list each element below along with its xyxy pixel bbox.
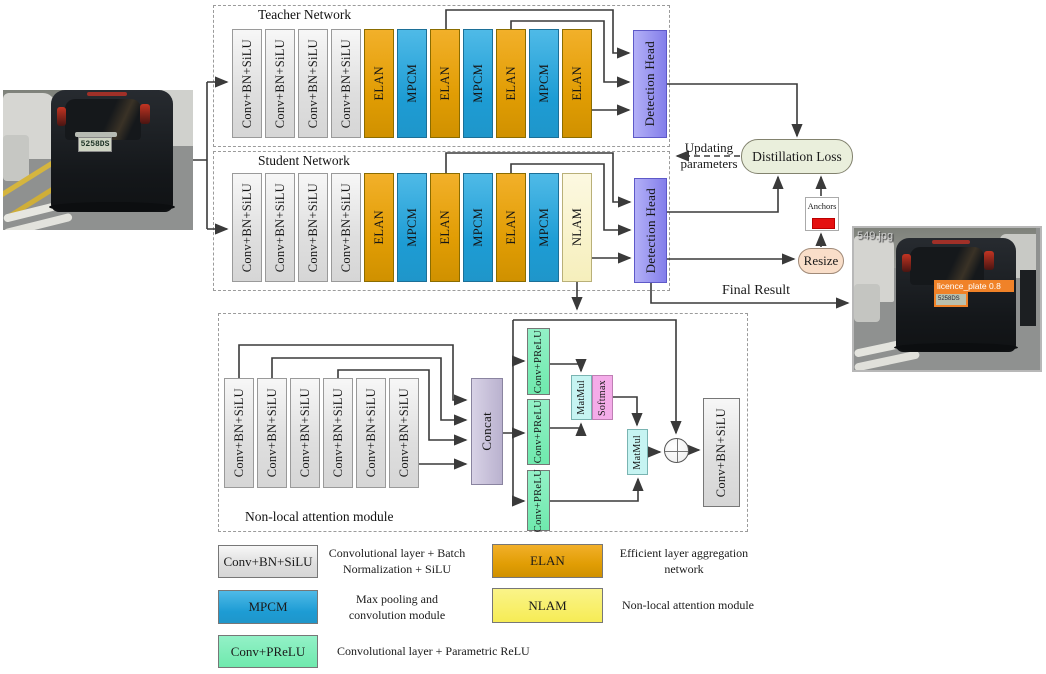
- block-conv: Conv+BN+SiLU: [389, 378, 419, 488]
- block-elan: ELAN: [430, 29, 460, 138]
- final-result-label: Final Result: [721, 283, 791, 298]
- arrow-teacher-head-to-loss: [667, 84, 797, 136]
- conv-prelu-block-2: Conv+PReLU: [527, 399, 550, 465]
- legend-desc-nlam: Non-local attention module: [622, 598, 754, 612]
- nlam-module-backbone: [224, 378, 419, 488]
- car-shadow: [894, 343, 1018, 352]
- legend-box-prelu: Conv+PReLU: [218, 635, 318, 668]
- block-elan: ELAN: [562, 29, 592, 138]
- licence-plate: 5258DS: [78, 137, 112, 152]
- result-image: [852, 226, 1042, 372]
- block-mpcm: MPCM: [529, 29, 559, 138]
- anchors-label: Anchors: [807, 201, 837, 211]
- elementwise-add-icon: [664, 438, 689, 463]
- module-output-block: Conv+BN+SiLU: [703, 398, 740, 507]
- student-detection-head: Detection Head: [634, 178, 667, 283]
- legend-box-nlam: NLAM: [492, 588, 603, 623]
- resize-node: Resize: [798, 248, 844, 274]
- block-elan: ELAN: [496, 29, 526, 138]
- dark-car-right: [1020, 270, 1036, 326]
- detection-label: licence_plate 0.8: [934, 280, 1014, 292]
- legend-box-mpcm: MPCM: [218, 590, 318, 624]
- block-conv: Conv+BN+SiLU: [265, 29, 295, 138]
- teacher-backbone: [232, 29, 592, 138]
- anchors-box: [805, 197, 839, 231]
- block-conv: Conv+BN+SiLU: [331, 29, 361, 138]
- legend-desc-prelu: Convolutional layer + Parametric ReLU: [337, 644, 530, 658]
- block-elan: ELAN: [430, 173, 460, 282]
- legend-desc-elan: Efficient layer aggregation network: [619, 546, 749, 576]
- distillation-loss: Distillation Loss: [741, 139, 853, 174]
- conv-prelu-block-1: Conv+PReLU: [527, 328, 550, 395]
- student-network-title: Student Network: [258, 153, 350, 168]
- wire-input-split: [193, 82, 207, 229]
- result-filename: 549.jpg: [857, 230, 894, 242]
- silver-car-far-left: [854, 284, 880, 322]
- block-elan: ELAN: [364, 29, 394, 138]
- block-conv: Conv+BN+SiLU: [323, 378, 353, 488]
- concat-block: Concat: [471, 378, 503, 485]
- arrow-student-head-to-loss: [667, 177, 778, 212]
- block-conv: Conv+BN+SiLU: [232, 173, 262, 282]
- taillight-left: [57, 107, 66, 126]
- car: [51, 90, 173, 212]
- arrow-prelu2-to-matmul1: [550, 424, 581, 428]
- block-conv: Conv+BN+SiLU: [265, 173, 295, 282]
- silver-car-far-left: [3, 135, 29, 181]
- conv-prelu-block-3: Conv+PReLU: [527, 470, 550, 531]
- updating-parameters-label: Updating parameters: [680, 140, 738, 171]
- brake-light: [87, 92, 127, 96]
- block-elan: ELAN: [364, 173, 394, 282]
- block-conv: Conv+BN+SiLU: [290, 378, 320, 488]
- nlam-module-caption: Non-local attention module: [245, 509, 394, 524]
- block-conv: Conv+BN+SiLU: [224, 378, 254, 488]
- block-conv: Conv+BN+SiLU: [232, 29, 262, 138]
- block-mpcm: MPCM: [463, 29, 493, 138]
- block-mpcm: MPCM: [529, 173, 559, 282]
- teacher-detection-head: Detection Head: [633, 30, 667, 138]
- matmul-1-block: MatMul: [571, 375, 592, 420]
- legend-desc-mpcm: Max pooling and convolution module: [348, 592, 446, 622]
- arrow-prelu1-to-matmul1: [550, 364, 581, 371]
- input-image: [3, 90, 193, 230]
- car-shadow: [49, 202, 175, 212]
- block-elan: ELAN: [496, 173, 526, 282]
- anchor-red-rect: [812, 218, 835, 229]
- block-mpcm: MPCM: [463, 173, 493, 282]
- block-conv: Conv+BN+SiLU: [298, 29, 328, 138]
- block-conv: Conv+BN+SiLU: [257, 378, 287, 488]
- legend-desc-conv: Convolutional layer + Batch Normalization + SiLU: [328, 546, 466, 576]
- arrow-softmax-to-matmul2: [613, 397, 637, 425]
- taillight-left: [902, 254, 911, 272]
- taillight-right: [140, 104, 150, 124]
- block-conv: Conv+BN+SiLU: [331, 173, 361, 282]
- block-conv: Conv+BN+SiLU: [298, 173, 328, 282]
- student-backbone: [232, 173, 592, 282]
- block-conv: Conv+BN+SiLU: [356, 378, 386, 488]
- detected-plate-text: 5258DS: [938, 296, 960, 302]
- arrow-prelu3-to-matmul2: [550, 479, 638, 501]
- taillight-right: [984, 251, 994, 270]
- teacher-network-title: Teacher Network: [258, 7, 352, 22]
- legend-box-conv: Conv+BN+SiLU: [218, 545, 318, 578]
- legend-box-elan: ELAN: [492, 544, 603, 578]
- block-nlam: NLAM: [562, 173, 592, 282]
- softmax-block: Softmax: [592, 375, 613, 420]
- block-mpcm: MPCM: [397, 173, 427, 282]
- block-mpcm: MPCM: [397, 29, 427, 138]
- brake-light: [932, 240, 970, 244]
- detection-bbox: [934, 292, 968, 307]
- matmul-2-block: MatMul: [627, 429, 648, 475]
